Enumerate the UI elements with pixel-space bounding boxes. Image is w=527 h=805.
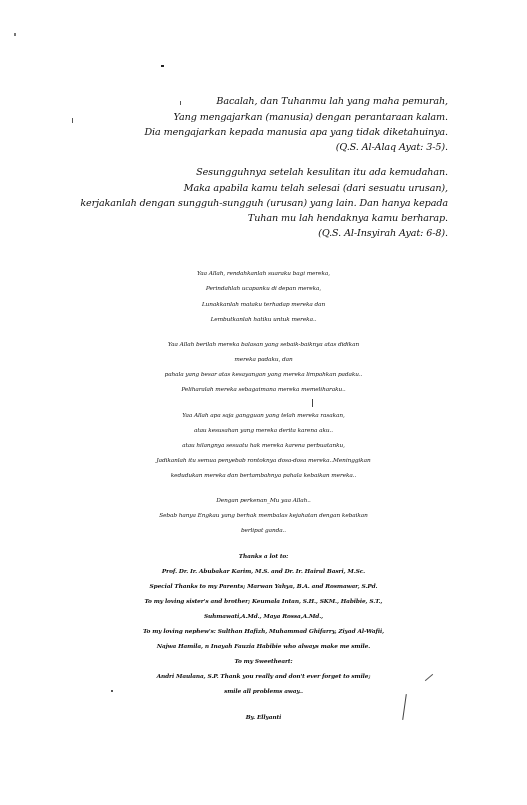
scan-speck (14, 33, 16, 36)
prayer-line: Sebab hanya Engkau yang berhak membalas kejahatan dengan kebaikan (159, 513, 368, 519)
quote-line: kerjakanlah dengan sungguh-sungguh (urusan) yang lain. Dan hanya kepada (80, 198, 448, 209)
prayer-line: Jadikanlah itu semua penyebab rontoknya dosa-dosa mereka..Meninggikan (156, 458, 371, 464)
thanks-line: To my loving sister's and brother; Keumala Intan, S.H., SKM., Habibie, S.T., (144, 599, 383, 605)
thanks-line: Suhmawati,A.Md., Maya Rossa,A.Md., (203, 614, 324, 620)
prayer-line: Yaa Allah berilah mereka balasan yang sebaik-baiknya atas didikan (167, 342, 360, 348)
prayer-line: Perindahlah ucapanku di depan mereka, (205, 286, 322, 292)
thanks-line: To my loving nephew's: Sulthan Hafizh, Muhammad Ghifarry, Ziyad Al-Wafii, (142, 629, 385, 635)
prayer-line: pahala yang besar atas kesayangan yang mereka limpahkan padaku.. (164, 372, 363, 378)
scan-speck (72, 118, 73, 123)
signature: By. Ellyanti (245, 715, 282, 721)
quote-line: Dia mengajarkan kepada manusia apa yang tidak diketahuinya. (144, 127, 448, 138)
prayer-line: berlipat ganda.. (240, 528, 287, 534)
quote-line: Tuhan mu lah hendaknya kamu berharap. (247, 213, 448, 224)
prayer-line: Peliharalah mereka sebagaimana mereka memeliharaku.. (181, 387, 346, 393)
thanks-heading: Thanks a lot to: (238, 554, 289, 560)
quote-line: Bacalah, dan Tuhanmu lah yang maha pemurah, (216, 96, 448, 107)
thanks-line: smile all problems away.. (224, 689, 303, 695)
prayer-line: kedudukan mereka dan bertambahnya pahala kebaikan mereka.. (170, 473, 357, 479)
prayer-line: atau kesusahan yang mereka derita karena aku.. (193, 428, 333, 434)
thanks-heading: To my Sweetheart: (234, 659, 293, 665)
quote-citation: (Q.S. Al-Alaq Ayat: 3-5). (335, 142, 448, 153)
prayer-line: mereka padaku, dan (234, 357, 293, 363)
quote-line: Maka apabila kamu telah selesai (dari sesuatu urusan), (183, 183, 448, 194)
quote-citation: (Q.S. Al-Insyirah Ayat: 6-8). (318, 228, 448, 239)
scan-speck (312, 399, 313, 407)
prayer-line: Dengan perkenan_Mu yaa Allah.. (216, 498, 311, 504)
scan-speck (161, 65, 164, 67)
prayer-line: atau hilangnya sesuatu hak mereka karena perbuatanku, (182, 443, 345, 449)
thanks-line: Prof. Dr. Ir. Abubakar Karim, M.S. and Dr. Ir. Hairul Basri, M.Sc. (161, 569, 366, 575)
prayer-line: Lunakkanlah mataku terhadap mereka dan (201, 302, 326, 308)
thanks-line: Special Thanks to my Parents; Marwan Yahya, B.A. and Rosmawar, S.Pd. (149, 584, 378, 590)
prayer-line: Yaa Allah, rendahkanlah suaraku bagi mereka, (197, 271, 330, 277)
scan-speck (180, 101, 181, 105)
quote-line: Sesungguhnya setelah kesulitan itu ada kemudahan. (196, 167, 448, 178)
prayer-line: Lembutkanlah hatiku untuk mereka.. (210, 317, 317, 323)
quote-line: Yang mengajarkan (manusia) dengan perantaraan kalam. (173, 112, 448, 123)
thanks-line: Andri Maulana, S.P. Thank you really and don't ever forget to smile; (156, 674, 371, 680)
thanks-line: Najwa Hamila, n Inayah Fauzia Habibie who always make me smile. (156, 644, 371, 650)
prayer-line: Yaa Allah apa saja gangguan yang telah mereka rasakan, (182, 413, 345, 419)
